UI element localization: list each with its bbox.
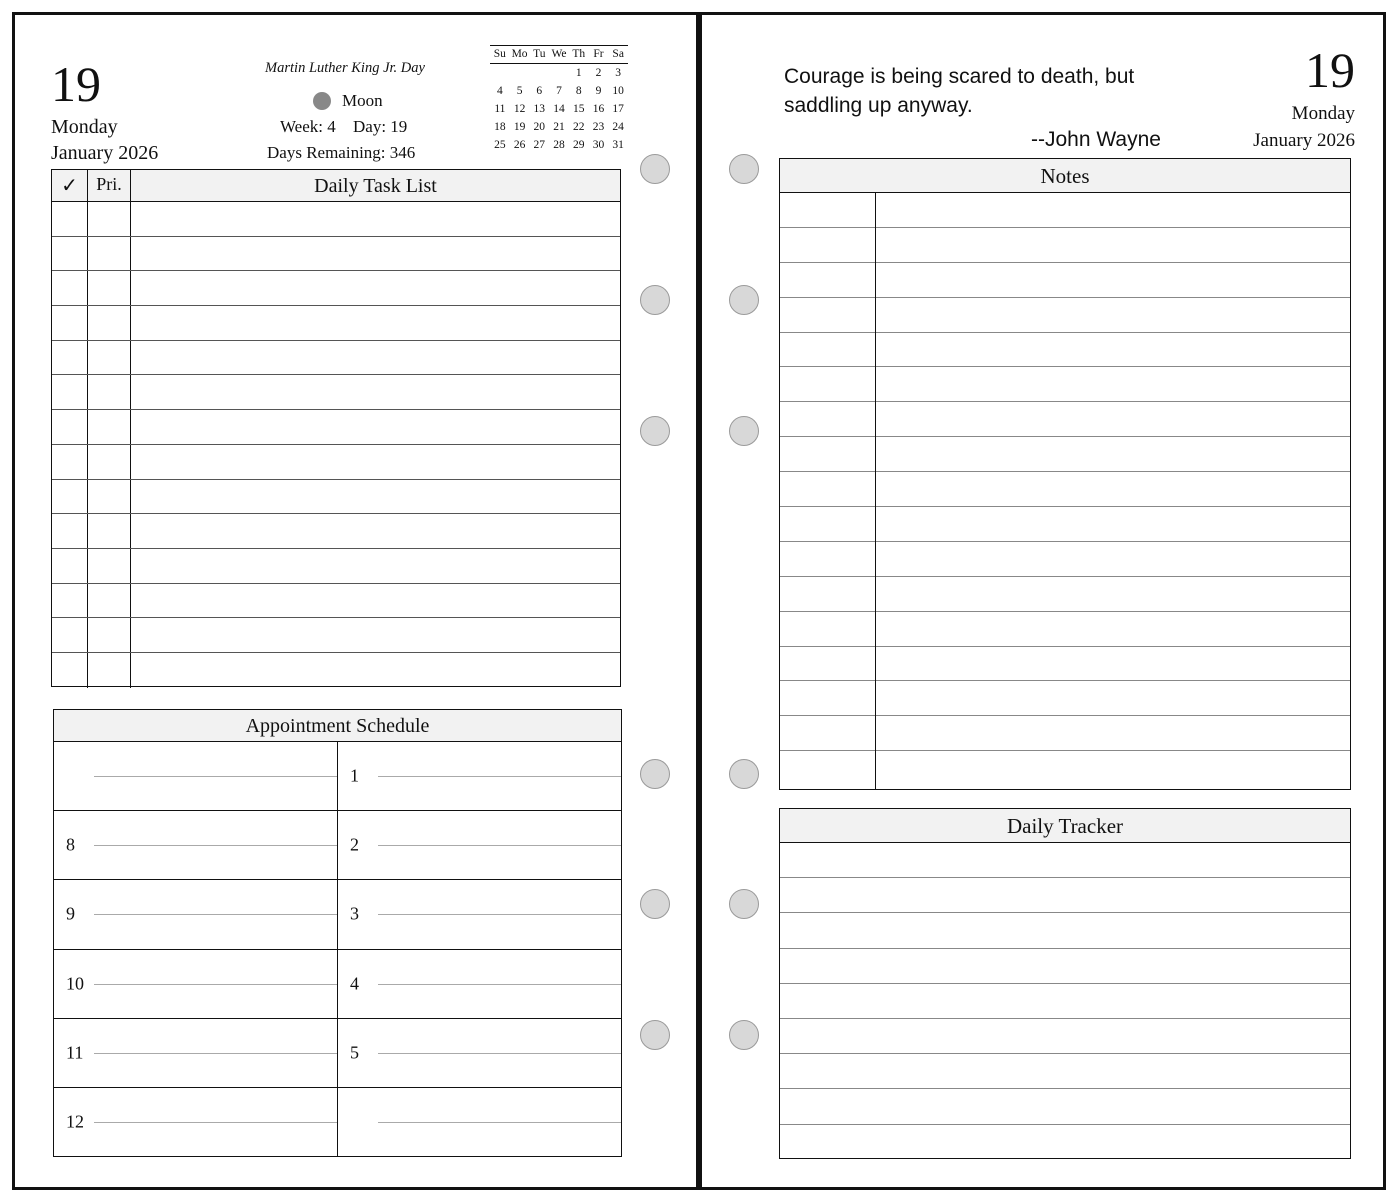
- task-row[interactable]: [52, 653, 620, 688]
- task-checkbox[interactable]: [52, 306, 88, 340]
- tracker-lines: [780, 843, 1350, 1160]
- task-priority[interactable]: [88, 410, 131, 444]
- task-row[interactable]: [52, 306, 620, 341]
- notes-line[interactable]: [780, 437, 1350, 472]
- mini-calendar-day: 25: [494, 139, 506, 151]
- right-planner-page: [699, 12, 1386, 1190]
- task-priority[interactable]: [88, 271, 131, 305]
- moon-label: Moon: [342, 91, 383, 110]
- appointment-slot[interactable]: [338, 811, 621, 879]
- task-text[interactable]: [131, 410, 620, 444]
- task-text[interactable]: [131, 618, 620, 652]
- binder-hole: [729, 1020, 759, 1050]
- mini-calendar-weeks: [490, 64, 628, 154]
- task-row[interactable]: [52, 549, 620, 584]
- mini-calendar-day: 10: [612, 85, 624, 97]
- binder-hole: [640, 154, 670, 184]
- binder-hole: [640, 759, 670, 789]
- appointment-row: [54, 742, 621, 811]
- left-day-number: 19: [51, 56, 101, 112]
- mini-calendar-day: 29: [572, 139, 585, 151]
- task-checkbox[interactable]: [52, 549, 88, 583]
- mini-calendar-day: 6: [536, 85, 543, 97]
- quote-author: --John Wayne: [1031, 128, 1161, 151]
- appointment-write-line: [94, 1053, 337, 1054]
- task-text[interactable]: [131, 341, 620, 375]
- task-text[interactable]: [131, 549, 620, 583]
- mini-calendar-week: [490, 64, 628, 82]
- appointment-slot[interactable]: [338, 880, 621, 948]
- mini-calendar-weekday: Th: [572, 48, 586, 60]
- task-row[interactable]: [52, 584, 620, 619]
- appointment-schedule: [53, 709, 622, 1157]
- mini-calendar-day: 4: [496, 85, 503, 97]
- task-priority[interactable]: [88, 306, 131, 340]
- mini-calendar-week: [490, 82, 628, 100]
- task-priority[interactable]: [88, 341, 131, 375]
- mini-calendar-day: 15: [572, 103, 585, 115]
- tracker-line[interactable]: [780, 1019, 1350, 1054]
- notes-margin-line: [875, 193, 876, 789]
- task-priority[interactable]: [88, 237, 131, 271]
- tracker-line[interactable]: [780, 843, 1350, 878]
- binder-hole: [729, 889, 759, 919]
- task-checkbox[interactable]: [52, 584, 88, 618]
- week-label: Week: 4: [280, 117, 336, 136]
- mini-calendar-day: 9: [595, 85, 602, 97]
- notes-line[interactable]: [780, 647, 1350, 682]
- appointment-hour: 1: [350, 765, 359, 786]
- daily-tracker-title: Daily Tracker: [780, 809, 1350, 843]
- task-check-header: ✓: [52, 170, 88, 201]
- task-priority[interactable]: [88, 514, 131, 548]
- notes-line[interactable]: [780, 612, 1350, 647]
- notes-line[interactable]: [780, 402, 1350, 437]
- task-row[interactable]: [52, 480, 620, 515]
- task-row[interactable]: [52, 514, 620, 549]
- appointment-hour: 11: [66, 1042, 84, 1063]
- notes-line[interactable]: [780, 542, 1350, 577]
- task-row[interactable]: [52, 410, 620, 445]
- notes-line[interactable]: [780, 681, 1350, 716]
- appointment-hour: 12: [66, 1111, 84, 1132]
- day-of-year-label: Day: 19: [353, 117, 408, 136]
- task-text[interactable]: [131, 306, 620, 340]
- mini-calendar-day: 8: [575, 85, 582, 97]
- left-weekday: Monday: [51, 116, 118, 138]
- mini-calendar-day: 7: [556, 85, 562, 97]
- task-list-header: [52, 170, 620, 202]
- appointment-slot[interactable]: [54, 1019, 338, 1087]
- mini-calendar-day: 1: [575, 67, 582, 79]
- appointment-slot[interactable]: [54, 880, 338, 948]
- tracker-line[interactable]: [780, 1054, 1350, 1089]
- appointment-slot[interactable]: [338, 950, 621, 1018]
- appointment-write-line: [378, 914, 621, 915]
- appointment-row: [54, 1019, 621, 1088]
- daily-task-list: [51, 169, 621, 687]
- task-checkbox[interactable]: [52, 480, 88, 514]
- tracker-line[interactable]: [780, 1125, 1350, 1160]
- mini-calendar-weekday: Mo: [511, 48, 528, 60]
- mini-calendar-day: 23: [592, 121, 605, 133]
- mini-calendar-day: 31: [612, 139, 624, 151]
- mini-calendar-day: 26: [513, 139, 526, 151]
- mini-calendar-day: 3: [615, 67, 622, 79]
- right-weekday: Monday: [1291, 103, 1355, 124]
- notes-body: [780, 193, 1350, 789]
- mini-calendar-day: [549, 64, 569, 82]
- appointment-slot[interactable]: [54, 950, 338, 1018]
- appointment-slot[interactable]: [54, 811, 338, 879]
- task-checkbox[interactable]: [52, 237, 88, 271]
- notes-line[interactable]: [780, 751, 1350, 786]
- notes-line[interactable]: [780, 333, 1350, 368]
- task-row[interactable]: [52, 445, 620, 480]
- appointment-hour: 2: [350, 834, 359, 855]
- appointment-slot[interactable]: [338, 1019, 621, 1087]
- task-list-title: Daily Task List: [314, 175, 437, 197]
- mini-calendar-day: 11: [494, 103, 506, 115]
- appointment-write-line: [378, 984, 621, 985]
- appointment-write-line: [94, 984, 337, 985]
- task-priority[interactable]: [88, 653, 131, 688]
- mini-calendar-weekday: We: [551, 48, 567, 60]
- binder-hole: [640, 1020, 670, 1050]
- task-checkbox[interactable]: [52, 341, 88, 375]
- appointment-hour: 9: [66, 903, 75, 924]
- task-priority[interactable]: [88, 549, 131, 583]
- holiday-label: Martin Luther King Jr. Day: [265, 60, 425, 76]
- moon-phase-icon: [313, 92, 331, 110]
- task-priority-header: Pri.: [88, 170, 131, 201]
- mini-calendar-day: 27: [533, 139, 546, 151]
- binder-hole: [640, 416, 670, 446]
- task-text[interactable]: [131, 653, 620, 688]
- binder-hole: [640, 889, 670, 919]
- appointment-hour: 4: [350, 973, 359, 994]
- binder-hole: [729, 416, 759, 446]
- task-text[interactable]: [131, 375, 620, 409]
- task-checkbox[interactable]: [52, 514, 88, 548]
- binder-hole: [640, 285, 670, 315]
- appointment-slot[interactable]: [338, 742, 621, 810]
- appointment-write-line: [378, 1053, 621, 1054]
- task-priority[interactable]: [88, 584, 131, 618]
- notes-line[interactable]: [780, 577, 1350, 612]
- task-text[interactable]: [131, 514, 620, 548]
- task-checkbox[interactable]: [52, 375, 88, 409]
- mini-calendar-day: 28: [553, 139, 565, 151]
- right-month-year: January 2026: [1253, 130, 1355, 151]
- quote-line-1: Courage is being scared to death, but: [784, 65, 1135, 88]
- tracker-line[interactable]: [780, 1089, 1350, 1124]
- tracker-line[interactable]: [780, 878, 1350, 913]
- appointment-slot[interactable]: [54, 742, 338, 810]
- task-text[interactable]: [131, 584, 620, 618]
- binder-hole: [729, 285, 759, 315]
- mini-calendar-day: 24: [612, 121, 624, 133]
- task-checkbox[interactable]: [52, 618, 88, 652]
- mini-calendar-day: [490, 64, 510, 82]
- mini-calendar-day: 19: [513, 121, 526, 133]
- appointment-row: [54, 880, 621, 949]
- mini-calendar-day: 17: [612, 103, 624, 115]
- mini-calendar-day: 13: [533, 103, 546, 115]
- task-priority[interactable]: [88, 375, 131, 409]
- mini-calendar-day: 5: [516, 85, 523, 97]
- mini-calendar-week: [490, 136, 628, 154]
- appointment-slot[interactable]: [54, 1088, 338, 1156]
- task-row[interactable]: [52, 202, 620, 237]
- mini-calendar-header: [490, 45, 628, 64]
- notes-line[interactable]: [780, 228, 1350, 263]
- notes-line[interactable]: [780, 367, 1350, 402]
- task-row[interactable]: [52, 271, 620, 306]
- appointment-write-line: [94, 914, 337, 915]
- mini-calendar-weekday: Sa: [612, 48, 624, 60]
- tracker-line[interactable]: [780, 984, 1350, 1019]
- mini-calendar-day: 14: [553, 103, 565, 115]
- mini-calendar: [490, 45, 628, 154]
- notes-line[interactable]: [780, 472, 1350, 507]
- task-text[interactable]: [131, 445, 620, 479]
- task-checkbox[interactable]: [52, 410, 88, 444]
- notes-title: Notes: [780, 159, 1350, 193]
- task-row[interactable]: [52, 618, 620, 653]
- task-text[interactable]: [131, 480, 620, 514]
- mini-calendar-day: 18: [494, 121, 506, 133]
- task-priority[interactable]: [88, 480, 131, 514]
- appointment-row: [54, 1088, 621, 1156]
- task-text[interactable]: [131, 237, 620, 271]
- binder-hole: [729, 759, 759, 789]
- mini-calendar-day: 22: [572, 121, 585, 133]
- mini-calendar-day: 20: [533, 121, 546, 133]
- mini-calendar-day: 30: [592, 139, 605, 151]
- mini-calendar-weekday: Tu: [533, 48, 546, 60]
- quote-line-2: saddling up anyway.: [784, 94, 973, 117]
- tracker-line[interactable]: [780, 913, 1350, 948]
- task-rows: [52, 202, 620, 688]
- task-checkbox[interactable]: [52, 271, 88, 305]
- task-checkbox[interactable]: [52, 202, 88, 236]
- notes-lines: [780, 193, 1350, 786]
- appointment-row: [54, 811, 621, 880]
- appointment-row: [54, 950, 621, 1019]
- tracker-line[interactable]: [780, 949, 1350, 984]
- notes-line[interactable]: [780, 298, 1350, 333]
- mini-calendar-week: [490, 100, 628, 118]
- appointment-slot[interactable]: [338, 1088, 621, 1156]
- notes-line[interactable]: [780, 716, 1350, 751]
- mini-calendar-weekday: Fr: [593, 48, 604, 60]
- mini-calendar-day: 21: [553, 121, 565, 133]
- mini-calendar-day: 16: [592, 103, 605, 115]
- left-month-year: January 2026: [51, 142, 159, 164]
- task-checkbox[interactable]: [52, 445, 88, 479]
- appointment-write-line: [378, 845, 621, 846]
- mini-calendar-week: [490, 118, 628, 136]
- appointment-hour: 8: [66, 834, 75, 855]
- appointment-hour: 5: [350, 1042, 359, 1063]
- task-row[interactable]: [52, 237, 620, 272]
- notes-section: [779, 158, 1351, 790]
- mini-calendar-day: 2: [595, 67, 602, 79]
- mini-calendar-day: [529, 64, 549, 82]
- notes-line[interactable]: [780, 507, 1350, 542]
- task-priority[interactable]: [88, 445, 131, 479]
- notes-line[interactable]: [780, 263, 1350, 298]
- task-row[interactable]: [52, 375, 620, 410]
- appointment-hour: 3: [350, 903, 359, 924]
- right-day-number: 19: [1305, 42, 1355, 98]
- task-text[interactable]: [131, 271, 620, 305]
- binder-hole: [729, 154, 759, 184]
- appointment-write-line: [94, 845, 337, 846]
- appointment-write-line: [94, 776, 337, 777]
- mini-calendar-day: [510, 64, 530, 82]
- mini-calendar-weekday: Su: [493, 48, 506, 60]
- daily-tracker-section: [779, 808, 1351, 1159]
- appointment-write-line: [378, 776, 621, 777]
- task-row[interactable]: [52, 341, 620, 376]
- task-text[interactable]: [131, 202, 620, 236]
- appointment-write-line: [94, 1122, 337, 1123]
- appointment-schedule-title: Appointment Schedule: [54, 710, 621, 742]
- appointment-rows: [54, 742, 621, 1156]
- days-remaining-label: Days Remaining: 346: [267, 143, 416, 162]
- appointment-hour: 10: [66, 973, 84, 994]
- mini-calendar-day: 12: [513, 103, 526, 115]
- task-checkbox[interactable]: [52, 653, 88, 688]
- task-priority[interactable]: [88, 618, 131, 652]
- notes-line[interactable]: [780, 193, 1350, 228]
- appointment-write-line: [378, 1122, 621, 1123]
- left-planner-page: [12, 12, 699, 1190]
- task-priority[interactable]: [88, 202, 131, 236]
